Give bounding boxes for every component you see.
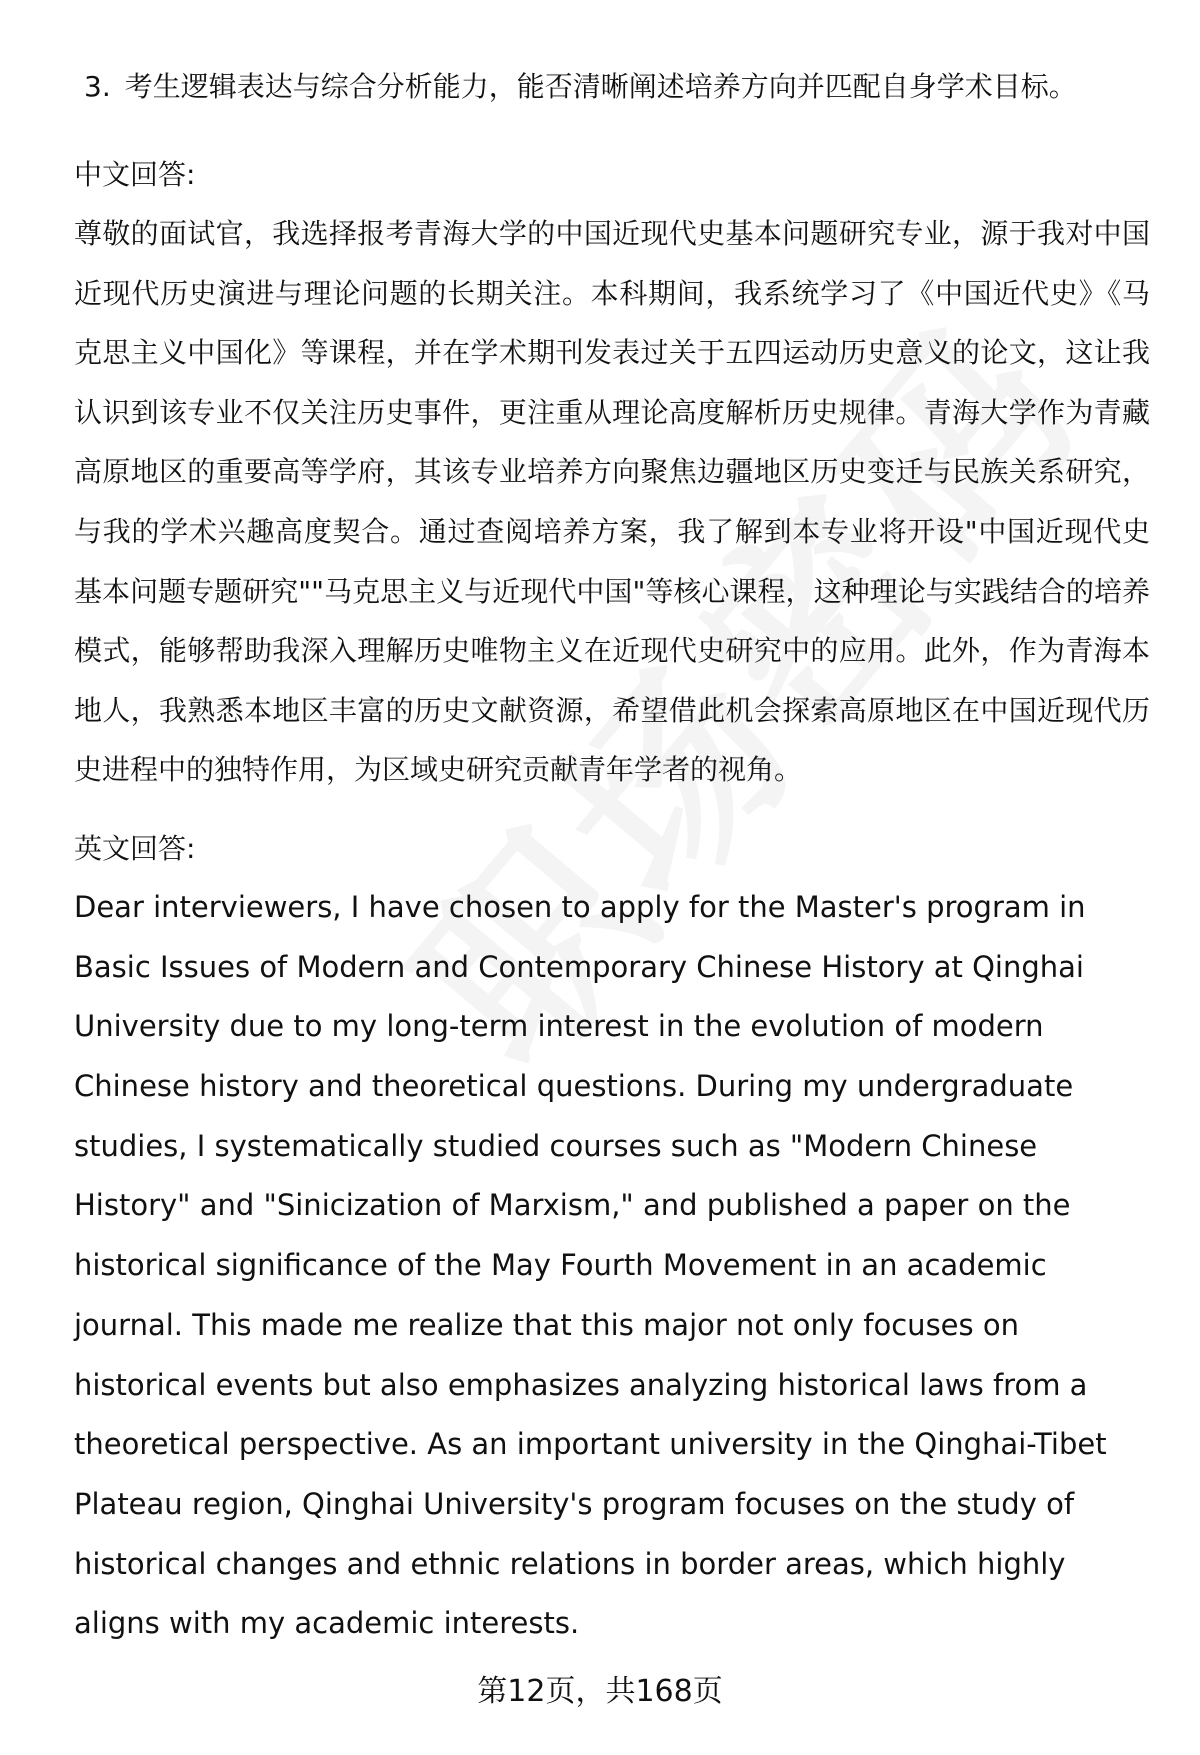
criteria-item-text: 考生逻辑表达与综合分析能力，能否清晰阐述培养方向并匹配自身学术目标。 [124,70,1077,103]
chinese-answer-text: 尊敬的面试官，我选择报考青海大学的中国近现代史基本问题研究专业，源于我对中国近现代历史演进与理论问题的长期关注。本科期间，我系统学习了《中国近代史》《马克思主义中国化》等课程，并在学术期刊发表过关于五四运动历史意义的论文，这让我认识到该专业不仅关注历史事件，更注重从理论高度解析历史规律。青海大学作为青藏高原地区的重要高等学府，其该专业培养方向聚焦边疆地区历史变迁与民族关系研究，与我的学术兴趣高度契合。通过查阅培养方案，我了解到本专业将开设"中国近现代史基本问题专题研究""马克思主义与近现代中国"等核心课程，这种理论与实践结合的培养模式，能够帮助我深入理解历史唯物主义在近现代史研究中的应用。此外，作为青海本地人，我熟悉本地区丰富的历史文献资源，希望借此机会探索高原地区在中国近现代历史进程中的独特作用，为区域史研究贡献青年学者的视角。 [74,217,1150,787]
criteria-item [84,62,1150,112]
page-number-footer: 第12页，共168页 [477,1674,723,1709]
document-page [74,62,1150,1654]
english-answer-text: Dear interviewers, I have chosen to apply for the Master's program in Basic Issues of Modern and Contemporary Chinese History at Qinghai University due to my long-term interest in the evolution of modern Chinese history and theoretical questions. During my undergraduate studies, I systematically studied courses such as "Modern Chinese History" and "Sinicization of Marxism," and published a paper on the historical significance of the May Fourth Movement in an academic journal. This made me realize that this major not only focuses on historical events but also emphasizes analyzing historical laws from a theoretical perspective. As an important university in the Qinghai-Tibet Plateau region, Qinghai University's program focuses on the study of historical changes and ethnic relations in border areas, which highly aligns with my academic interests. [74,889,1107,1641]
chinese-answer-heading: 中文回答: [74,158,196,191]
english-answer-heading: 英文回答: [74,831,196,865]
criteria-item-number: 3. [84,70,111,103]
